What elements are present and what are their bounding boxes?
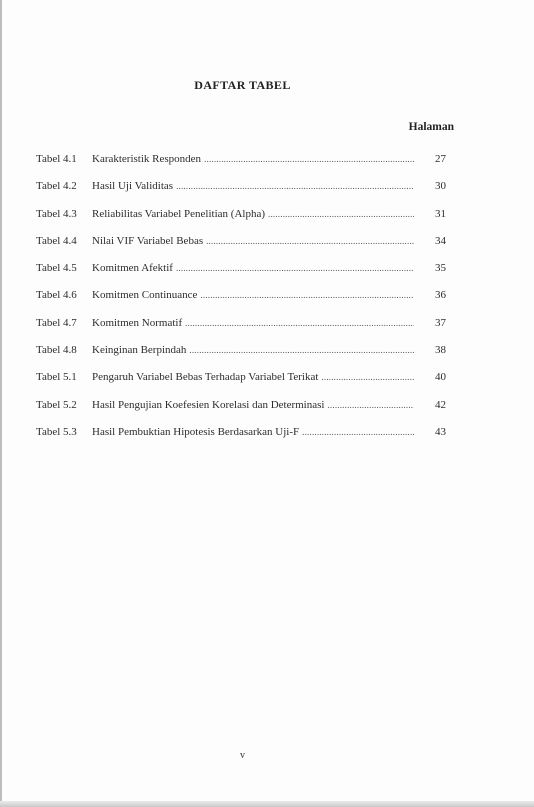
table-page-number: 42 [435,398,446,411]
list-item [36,398,446,425]
table-title: Nilai VIF Variabel Bebas [92,234,204,247]
table-title: Hasil Pengujian Koefesien Korelasi dan Determinasi [92,398,325,411]
table-label: Tabel 5.1 [36,371,77,384]
table-title-wrap [92,398,422,412]
table-page-number: 34 [435,234,446,247]
list-item [36,207,446,234]
table-title-wrap [92,316,422,330]
table-page-number: 36 [435,289,446,302]
dot-leader [268,207,414,221]
list-item [36,152,446,179]
table-label: Tabel 4.5 [36,262,77,275]
dot-leader [176,179,414,193]
table-page-number: 43 [435,425,446,438]
dot-leader [321,370,414,384]
table-title-wrap [92,425,422,439]
table-title-wrap [92,370,422,384]
table-title: Hasil Pembuktian Hipotesis Berdasarkan Uji-F [92,425,300,438]
table-title: Hasil Uji Validitas [92,180,174,193]
table-title: Reliabilitas Variabel Penelitian (Alpha) [92,207,265,220]
table-page-number: 27 [435,153,446,165]
list-item [36,425,446,452]
list-item [36,288,446,315]
list-item [36,261,446,288]
table-title: Pengaruh Variabel Bebas Terhadap Variabel Terikat [92,371,319,384]
page-left-edge [0,0,2,807]
dot-leader [327,398,414,412]
table-title-wrap [92,152,422,166]
list-item [36,316,446,343]
dot-leader [200,288,414,302]
table-title: Karakteristik Responden [92,153,202,165]
table-label: Tabel 5.3 [36,425,77,438]
table-title: Komitmen Continuance [92,289,198,302]
table-title: Komitmen Afektif [92,262,173,275]
dot-leader [176,261,414,275]
page-column-header: Halaman [408,121,454,133]
table-page-number: 40 [435,371,446,384]
page-bottom-edge [0,801,534,807]
table-label: Tabel 4.1 [36,153,77,165]
table-title-wrap [92,207,422,221]
table-title-wrap [92,234,422,248]
table-label: Tabel 4.6 [36,289,77,302]
dot-leader [189,343,414,357]
table-list [36,152,446,452]
list-item [36,234,446,261]
list-item [36,179,446,206]
table-label: Tabel 4.4 [36,234,77,247]
table-page-number: 35 [435,262,446,275]
table-page-number: 38 [435,344,446,357]
page-number: v [240,750,245,761]
table-title: Keinginan Berpindah [92,344,187,357]
dot-leader [185,316,414,330]
list-item [36,343,446,370]
dot-leader [206,234,414,248]
table-label: Tabel 5.2 [36,398,77,411]
dot-leader [302,425,414,439]
dot-leader [204,152,414,166]
table-title-wrap [92,343,422,357]
table-title-wrap [92,179,422,193]
table-page-number: 37 [435,316,446,329]
table-title: Komitmen Normatif [92,316,183,329]
table-page-number: 31 [435,207,446,220]
page-title: DAFTAR TABEL [194,78,291,92]
table-label: Tabel 4.2 [36,180,77,193]
table-label: Tabel 4.3 [36,207,77,220]
table-label: Tabel 4.7 [36,316,77,329]
table-page-number: 30 [435,180,446,193]
table-title-wrap [92,261,422,275]
table-label: Tabel 4.8 [36,344,77,357]
table-title-wrap [92,288,422,302]
list-item [36,370,446,397]
